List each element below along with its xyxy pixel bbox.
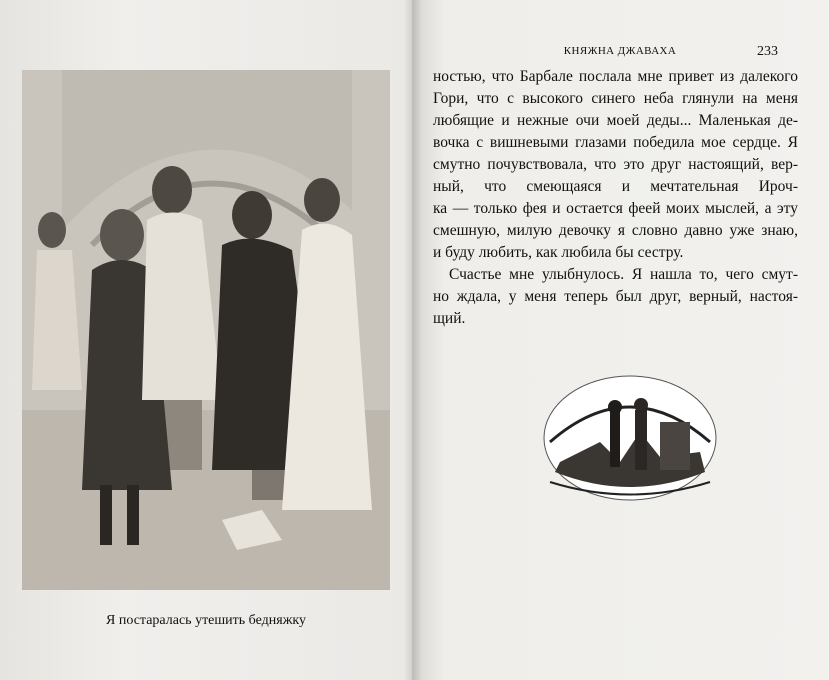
- text-line: ный, что смеющаяся и мечтательная Ироч-: [433, 178, 798, 195]
- text-line: любящие и нежные очи моей деды... Маленькая де-: [433, 112, 798, 129]
- text-line: Счастье мне улыбнулось. Я нашла то, чего смут-: [449, 266, 798, 283]
- text-line: ностью, что Барбале послала мне привет из далекого: [433, 68, 798, 85]
- paragraph: [433, 264, 798, 330]
- text-line: щий.: [433, 310, 466, 327]
- text-line: и буду любить, как любила бы сестру.: [433, 244, 684, 261]
- text-line: вочка с вишневыми глазами победила мое сердце. Я: [433, 134, 798, 151]
- text-line: смешную, милую девочку я словно давно уже знаю,: [433, 222, 798, 239]
- text-line: но ждала, у меня теперь был друг, верный, настоя-: [433, 288, 798, 305]
- text-line: смутно почувствовала, что это друг настоящий, вер-: [433, 156, 798, 173]
- illustration-caption: Я постаралась утешить бедняжку: [106, 613, 306, 628]
- vignette-engraving: [540, 372, 720, 504]
- book-gutter: [404, 0, 422, 680]
- paragraph: [433, 66, 798, 264]
- body-text: [433, 66, 798, 330]
- left-page: [0, 0, 412, 680]
- illustration-girls-engraving: [22, 70, 390, 590]
- running-head: КНЯЖНА ДЖАВАХА: [563, 45, 677, 57]
- text-line: ка — только фея и остается феей моих мыслей, а эту: [433, 200, 798, 217]
- page-number: 233: [757, 44, 778, 59]
- text-line: Гори, что с высокого синего неба глянули на меня: [433, 90, 798, 107]
